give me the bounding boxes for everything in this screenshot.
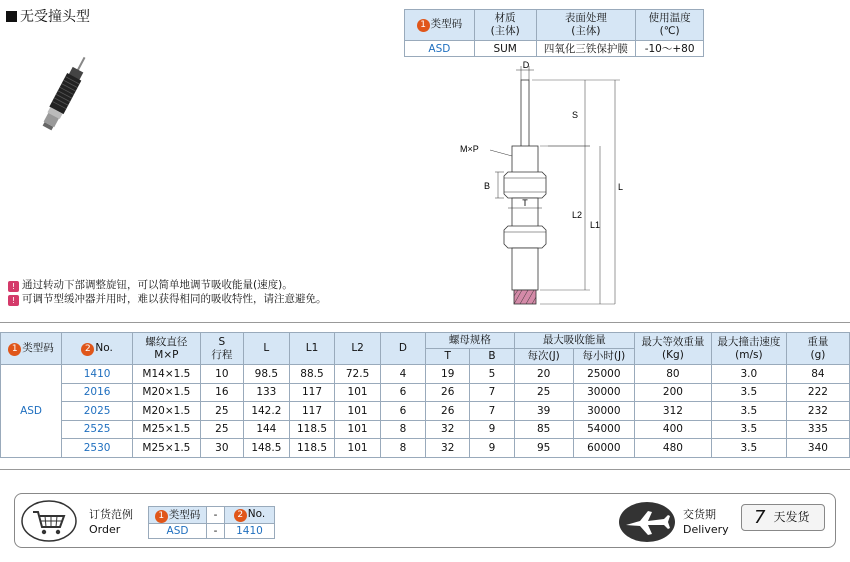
order-type-value: ASD <box>149 524 207 539</box>
spec-cell-T: 32 <box>426 420 470 439</box>
spec-cell-thread: M14×1.5 <box>133 365 201 384</box>
order-example-table <box>148 506 275 539</box>
spec-cell-L1: 117 <box>289 402 335 421</box>
spec-cell-L: 148.5 <box>244 439 290 458</box>
spec-cell-thread: M25×1.5 <box>133 439 201 458</box>
spec-header-max-speed: 最大撞击速度 (m/s) <box>711 333 786 365</box>
spec-cell-L2: 72.5 <box>335 365 381 384</box>
spec-cell-S: 30 <box>200 439 243 458</box>
spec-cell-L: 133 <box>244 383 290 402</box>
spec-cell-T: 26 <box>426 383 470 402</box>
spec-cell-L1: 118.5 <box>289 439 335 458</box>
dim-L1-label: L1 <box>590 220 601 230</box>
spec-cell-L1: 118.5 <box>289 420 335 439</box>
table-row <box>1 439 850 458</box>
dim-L2-label: L2 <box>572 210 583 220</box>
spec-cell-mw: 400 <box>635 420 712 439</box>
spec-cell-D: 8 <box>380 439 425 458</box>
spec-cell-ms: 3.0 <box>711 365 786 384</box>
spec-cell-no: 2025 <box>62 402 133 421</box>
spec-header-L1: L1 <box>289 333 335 365</box>
spec-cell-S: 10 <box>200 365 243 384</box>
spec-header-nut: 螺母规格 <box>426 333 515 349</box>
dim-T-label: T <box>522 198 528 208</box>
divider <box>0 322 850 323</box>
spec-header-B: B <box>470 349 514 365</box>
order-dash: - <box>207 524 225 539</box>
badge-1-icon: 1 <box>8 343 21 356</box>
spec-cell-hour: 60000 <box>573 439 634 458</box>
spec-cell-L2: 101 <box>335 383 381 402</box>
technical-drawing <box>440 58 640 308</box>
spec-cell-B: 7 <box>470 402 514 421</box>
order-header-no: 2 No. <box>225 507 275 524</box>
spec-cell-no: 2525 <box>62 420 133 439</box>
spec-cell-w: 232 <box>786 402 849 421</box>
delivery-label: 交货期 Delivery <box>683 508 729 536</box>
spec-header-L2: L2 <box>335 333 381 365</box>
spec-cell-per: 20 <box>514 365 573 384</box>
material-type-cell: ASD <box>405 41 475 57</box>
spec-cell-B: 9 <box>470 439 514 458</box>
spec-cell-thread: M25×1.5 <box>133 420 201 439</box>
badge-2-icon: 2 <box>81 343 94 356</box>
spec-header-per-time: 每次(J) <box>514 349 573 365</box>
spec-cell-mw: 200 <box>635 383 712 402</box>
product-photo <box>22 52 102 152</box>
table-row <box>405 41 704 57</box>
spec-cell-D: 6 <box>380 402 425 421</box>
material-table <box>404 9 704 57</box>
spec-cell-mw: 312 <box>635 402 712 421</box>
spec-cell-per: 85 <box>514 420 573 439</box>
order-no-value: 1410 <box>225 524 275 539</box>
airplane-icon <box>618 501 676 543</box>
spec-cell-w: 340 <box>786 439 849 458</box>
spec-cell-L: 142.2 <box>244 402 290 421</box>
spec-type-cell: ASD <box>1 365 62 458</box>
spec-cell-thread: M20×1.5 <box>133 383 201 402</box>
spec-header-weight: 重量 (g) <box>786 333 849 365</box>
spec-cell-hour: 25000 <box>573 365 634 384</box>
divider <box>0 469 850 470</box>
spec-cell-ms: 3.5 <box>711 402 786 421</box>
badge-2-icon: 2 <box>234 509 247 522</box>
square-bullet-icon <box>6 11 17 22</box>
spec-cell-hour: 30000 <box>573 402 634 421</box>
material-cell: SUM <box>474 41 536 57</box>
table-row <box>1 420 850 439</box>
dim-D-label: D <box>522 60 530 70</box>
spec-cell-T: 19 <box>426 365 470 384</box>
badge-1-icon: 1 <box>155 510 168 523</box>
spec-cell-hour: 54000 <box>573 420 634 439</box>
spec-cell-D: 6 <box>380 383 425 402</box>
spec-cell-mw: 480 <box>635 439 712 458</box>
spec-cell-mw: 80 <box>635 365 712 384</box>
spec-cell-T: 26 <box>426 402 470 421</box>
spec-table <box>0 332 850 458</box>
spec-cell-D: 8 <box>380 420 425 439</box>
spec-cell-T: 32 <box>426 439 470 458</box>
dim-L-label: L <box>618 182 624 192</box>
spec-cell-S: 25 <box>200 420 243 439</box>
spec-cell-D: 4 <box>380 365 425 384</box>
spec-cell-L1: 117 <box>289 383 335 402</box>
spec-cell-B: 5 <box>470 365 514 384</box>
spec-cell-B: 9 <box>470 420 514 439</box>
order-label: 订货范例 Order <box>89 508 133 536</box>
spec-cell-ms: 3.5 <box>711 439 786 458</box>
note-item: ! 可调节型缓冲器并用时，难以获得相同的吸收特性，请注意避免。 <box>8 292 327 306</box>
spec-header-T: T <box>426 349 470 365</box>
shopping-cart-icon <box>21 500 77 542</box>
spec-cell-L1: 88.5 <box>289 365 335 384</box>
page-title: 无受撞头型 <box>6 6 90 26</box>
table-row <box>1 383 850 402</box>
spec-cell-L: 98.5 <box>244 365 290 384</box>
spec-cell-no: 1410 <box>62 365 133 384</box>
badge-1-icon: 1 <box>417 19 430 32</box>
dim-MxP-label: M×P <box>460 144 479 154</box>
note-icon: ! <box>8 295 19 306</box>
spec-cell-no: 2530 <box>62 439 133 458</box>
note-item: ! 通过转动下部调整旋钮，可以简单地调节吸收能量(速度)。 <box>8 278 327 292</box>
surface-cell: 四氧化三铁保护膜 <box>536 41 636 57</box>
spec-cell-B: 7 <box>470 383 514 402</box>
spec-cell-S: 25 <box>200 402 243 421</box>
spec-cell-L2: 101 <box>335 439 381 458</box>
temp-cell: -10～+80 <box>636 41 704 57</box>
spec-cell-w: 222 <box>786 383 849 402</box>
spec-header-D: D <box>380 333 425 365</box>
spec-cell-w: 335 <box>786 420 849 439</box>
spec-cell-w: 84 <box>786 365 849 384</box>
table-row <box>1 402 850 421</box>
spec-cell-L2: 101 <box>335 402 381 421</box>
spec-cell-per: 25 <box>514 383 573 402</box>
spec-header-per-hour: 每小时(J) <box>573 349 634 365</box>
dim-S-label: S <box>572 110 579 120</box>
dim-B-label: B <box>484 181 491 191</box>
spec-header-L: L <box>244 333 290 365</box>
spec-cell-hour: 30000 <box>573 383 634 402</box>
spec-cell-per: 95 <box>514 439 573 458</box>
spec-header-thread: 螺纹直径 M×P <box>133 333 201 365</box>
spec-cell-ms: 3.5 <box>711 420 786 439</box>
spec-cell-thread: M20×1.5 <box>133 402 201 421</box>
spec-cell-L2: 101 <box>335 420 381 439</box>
note-icon: ! <box>8 281 19 292</box>
order-header-type: 1 类型码 <box>149 507 207 524</box>
order-dash: - <box>207 507 225 524</box>
spec-cell-no: 2016 <box>62 383 133 402</box>
material-header-temp: 使用温度 (℃) <box>636 10 704 41</box>
material-header-type: 1 类型码 <box>405 10 475 41</box>
spec-cell-L: 144 <box>244 420 290 439</box>
spec-header-max-weight: 最大等效重量 (Kg) <box>635 333 712 365</box>
spec-cell-ms: 3.5 <box>711 383 786 402</box>
material-header-material: 材质 (主体) <box>474 10 536 41</box>
notes <box>8 278 327 306</box>
spec-header-stroke: S 行程 <box>200 333 243 365</box>
spec-header-max-abs: 最大吸收能量 <box>514 333 634 349</box>
spec-header-no: 2 No. <box>62 333 133 365</box>
spec-cell-per: 39 <box>514 402 573 421</box>
table-row <box>1 365 850 384</box>
material-header-surface: 表面处理 (主体) <box>536 10 636 41</box>
spec-cell-S: 16 <box>200 383 243 402</box>
delivery-days-box: 7 天发货 <box>741 504 825 531</box>
spec-header-type: 1 类型码 <box>1 333 62 365</box>
